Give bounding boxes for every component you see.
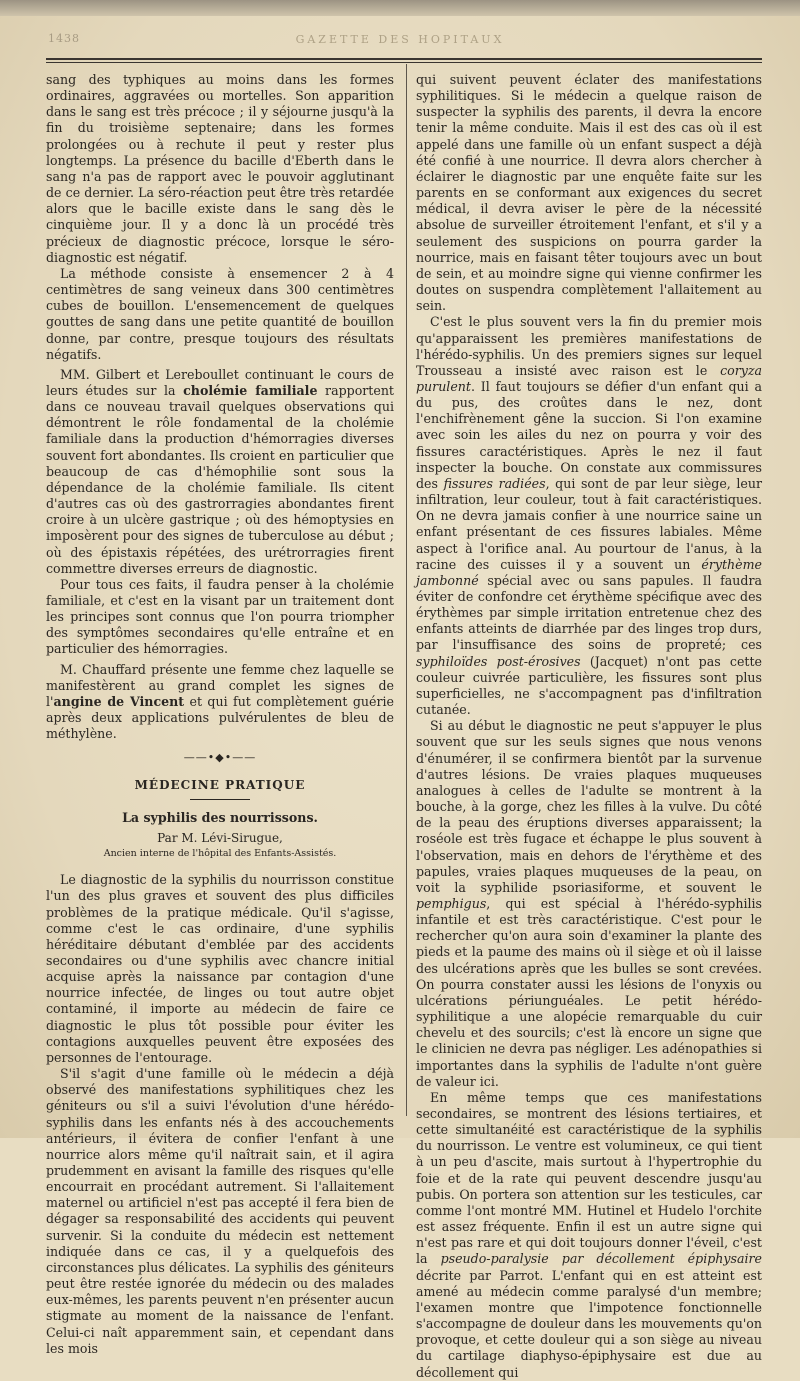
ornament: ——•◆•——	[183, 751, 257, 765]
byline: Par M. Lévi-Sirugue,	[157, 830, 283, 845]
affiliation: Ancien interne de l'hôpital des Enfants-Assistés.	[103, 848, 337, 860]
section-title: MÉDECINE PRATIQUE	[134, 777, 306, 792]
header-rule-thin	[46, 62, 762, 63]
article-title: La syphilis des nourrissons.	[122, 809, 318, 825]
text-run: M. Chauffard présente une femme chez laquelle se manifestèrent au grand complet les signes de l'	[46, 661, 394, 709]
bold-term: angine de Vincent	[53, 693, 185, 709]
paragraph: sang des typhiques au moins dans les formes ordinaires, aggravées ou mortelles. Son apparition dans le sang est très précoce ; il y séjourne jusqu'à la fin du troisième septenaire; dans les formes prolongées ou à rechute il peut y rester plus longtemps. La présence du bacille d'Eberth dans le sang n'a pas de rapport avec le pouvoir agglutinant de ce dernier. La séro-réaction peut être très retardée alors que le bacille existe dans le sang dès le cinquième jour. Il y a donc là un procédé très précieux de diagnostic précoce, lorsque le séro-diagnostic est négatif.	[46, 72, 394, 265]
paragraph: qui suivent peuvent éclater des manifestations syphilitiques. Si le médecin a quelque raison de suspecter la syphilis des parents, il devra la encore tenir la même conduite. Mais il est des cas où il est appelé dans une famille où un enfant suspect a déjà été confié à une nourrice. Il devra alors chercher à éclairer le diagnostic par une enquête faite sur les parents en se conformant aux exigences du secret médical, il devra aviser le père de la nécessité absolue de surveiller étroitement l'enfant, et s'il y a seulement des suspicions on pourra garder la nourrice, mais en faisant têter toujours avec un bout de sein, et au moindre signe qui vienne confirmer les doutes on suspendra complètement l'allaitement au sein.	[416, 72, 762, 314]
text-run: En même temps que ces manifestations secondaires, se montrent des lésions tertiaires, et cette simultanéité est caractéristique de la syphilis du nourrisson. Le ventre est volumineux, ce qui tient à un peu d'ascite, mais surtout à l'hypertrophie du foie et de la rate qui peuvent descendre jusqu'au pubis. On portera son attention sur les testicules, car comme l'ont montré MM. Hutinel et Hudelo l'orchite est assez fréquente. Enfin il est un autre signe qui n'est pas rare et qui doit toujours donner l'éveil, c'est la	[416, 1089, 762, 1267]
running-head	[40, 32, 760, 50]
section-rule	[190, 799, 250, 800]
journal-title: GAZETTE DES HOPITAUX	[295, 33, 505, 46]
text-run: et qui fut complètement guérie après deux applications pulvérulentes de bleu de méthylène.	[46, 693, 394, 742]
header-rule	[46, 58, 762, 60]
scan-top-band	[0, 0, 800, 16]
paragraph: S'il s'agit d'une famille où le médecin a déjà observé des manifestations syphilitiques chez les géniteurs ou s'il a suivi l'évolution d'une hérédo-syphilis dans les enfants nés à des accouchements antérieurs, il évitera de confier l'enfant à une nourrice alors même qu'il naîtrait sain, et il agira prudemment en avisant la famille des risques qu'elle encourrait en procédant autrement. Si l'allaitement maternel ou artificiel n'est pas accepté il fera bien de dégager sa responsabilité des accidents qui peuvent survenir. Si la conduite du médecin est nettement indiquée dans ce cas, il y a quelquefois des circonstances plus délicates. La syphilis des géniteurs peut être restée ignorée du médecin ou des malades eux-mêmes, les parents peuvent n'en présenter aucun stigmate au moment de la naissance de l'enfant. Celui-ci naît apparemment sain, et cependant dans les mois	[46, 1066, 394, 1356]
column-divider	[406, 64, 407, 1116]
text-run: C'est le plus souvent vers la fin du premier mois qu'apparaissent les premières manifestations de l'hérédo-syphilis. Un des premiers signes sur lequel Trousseau a insisté avec raison est le	[416, 314, 762, 378]
paragraph	[46, 367, 394, 577]
text-run: , qui sont de par leur siège, leur infiltration, leur couleur, tout à fait caractéristiques. On ne devra jamais confier à une nourrice saine un enfant présentant de ces fissures labiales. Même aspect à l'orifice anal. Au pourtour de l'anus, à la racine des cuisses il y a souvent un	[416, 475, 762, 572]
right-column	[416, 72, 762, 1381]
paragraph	[416, 314, 762, 718]
paragraph	[416, 1090, 762, 1381]
paragraph	[416, 718, 762, 1090]
bold-term: cholémie familiale	[183, 382, 318, 398]
page-number: 1438	[48, 32, 80, 45]
text-run: MM. Gilbert et Lereboullet continuant le cours de leurs études sur la	[46, 366, 394, 398]
italic-term: érythème jambonné	[416, 556, 762, 588]
text-run: (Jacquet) n'ont pas cette couleur cuivrée particulière, les fissures sont plus superficielles, ne s'accompagnent pas d'infiltration cutanée.	[416, 653, 762, 718]
paragraph: La méthode consiste à ensemencer 2 à 4 centimètres de sang veineux dans 300 centimètres cubes de bouillon. L'ensemencement de quelques gouttes de sang dans une petite quantité de bouillon donne, par contre, presque toujours des résultats négatifs.	[46, 265, 394, 362]
paragraph: Pour tous ces faits, il faudra penser à la cholémie familiale, et c'est en la visant par un traitement dont les principes sont connus que l'on pourra triompher des symptômes secondaires qu'elle entraîne et en particulier des hémorragies.	[46, 576, 394, 657]
italic-term: coryza purulent	[416, 362, 762, 394]
italic-term: pseudo-paralysie par décollement épiphysaire	[440, 1251, 762, 1267]
text-run: Si au début le diagnostic ne peut s'appuyer le plus souvent que sur les seuls signes que nous venons d'énumérer, il se confirmera bientôt par la survenue d'autres lésions. De vraies plaques muqueuses analogues à celles de l'adulte se montrent à la bouche, à la gorge, chez les filles à la vulve. Du côté de la peau des éruptions diverses apparaissent; la roséole est très fugace et échappe le plus souvent à l'observation, mais en dehors de l'érythème et des papules, vraies plaques muqueuses de la peau, on voit la syphilide psoriasiforme, et souvent le	[416, 718, 762, 895]
text-run: rapportent dans ce nouveau travail quelques observations qui démontrent le rôle fondamental de la cholémie familiale dans la production d'hémorragies diverses souvent fort abondantes. Ils croient en particulier que beaucoup de cas d'hémophilie sont sous la dépendance de la cholémie familiale. Ils citent d'autres cas où des gastrorragies abondantes firent croire à un ulcère gastrique ; où des hémoptysies en imposèrent pour des signes de tuberculose au début ; où des épistaxis répétées, des urétrorragies firent commettre diverses erreurs de diagnostic.	[46, 382, 394, 576]
italic-term: fissures radiées	[443, 475, 546, 491]
left-column	[46, 72, 394, 1357]
italic-term: pemphigus	[416, 895, 487, 911]
text-run: spécial avec ou sans papules. Il faudra éviter de confondre cet érythème spécifique avec des érythèmes par simple irritation entretenue chez des enfants atteints de diarrhée par des linges trop durs, par l'insuffisance des soins de propreté; ces	[416, 572, 762, 653]
text-run: décrite par Parrot. L'enfant qui en est atteint est amené au médecin comme paralysé d'un membre; l'examen montre que l'impotence fonctionnelle s'accompagne de douleur dans les mouvements qu'on provoque, et cette douleur qui a son siège au niveau du cartilage diaphyso-épiphysaire est due au décollement qui	[416, 1267, 762, 1380]
text-run: . Il faut toujours se défier d'un enfant qui a du pus, des croûtes dans le nez, dont l'enchifrènement gêne la succion. Si l'on examine avec soin les ailes du nez on pourra y voir des fissures caractéristiques. Après le nez il faut inspecter la bouche. On constate aux commissures des	[416, 378, 762, 491]
italic-term: syphiloïdes post-érosives	[416, 653, 581, 669]
text-run: , qui est spécial à l'hérédo-syphilis infantile et est très caractéristique. C'est pour le rechercher qu'on aura soin d'examiner la plante des pieds et la paume des mains où il siège et où il laisse des ulcérations après que les bulles se sont crevées. On pourra constater aussi les lésions de l'onyxis ou ulcérations périunguéales. Le petit hérédo-syphilitique a une alopécie remarquable du cuir chevelu et des sourcils; c'est là encore un signe que le clinicien ne devra pas négliger. Les adénopathies si importantes dans la syphilis de l'adulte n'ont guère de valeur ici.	[416, 895, 762, 1089]
paragraph: Le diagnostic de la syphilis du nourrisson constitue l'un des plus graves et souvent des plus difficiles problèmes de la pratique médicale. Qu'il s'agisse, comme c'est le cas ordinaire, d'une syphilis héréditaire débutant d'emblée par des accidents secondaires ou d'une syphilis avec chancre initial acquise après la naissance par contagion d'une nourrice infectée, de linges ou tout autre objet contaminé, il importe au médecin de faire ce diagnostic le plus tôt possible pour éviter les contagions auxquelles peuvent être exposées des personnes de l'entourage.	[46, 872, 394, 1065]
paragraph	[46, 662, 394, 743]
